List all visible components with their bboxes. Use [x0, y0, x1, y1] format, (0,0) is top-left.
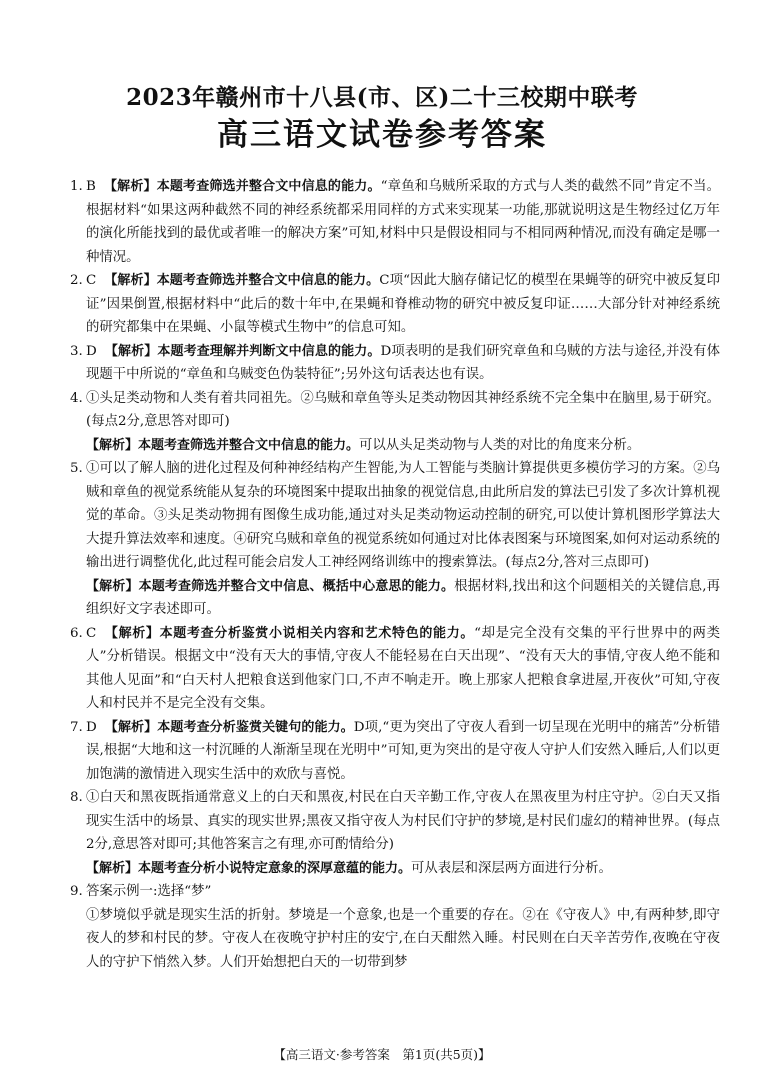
explanation-text: D项表明的是我们研究章鱼和乌贼的方法与途径,并没有体现题干中所说的“章鱼和乌贼变色伪装特征”;另外这句话表达也有误。: [86, 343, 720, 382]
item-number: 7.: [70, 719, 83, 735]
answer-item-2: [70, 269, 720, 340]
ability-focus: 本题考查理解并判断文中信息的能力。: [157, 343, 381, 359]
answer-item-3: [70, 340, 720, 387]
analysis-tag: 【解析】: [104, 273, 157, 288]
item-number: 4.: [70, 390, 83, 406]
item-number: 1.: [70, 179, 83, 194]
answer-text: 答案示例一:选择“梦”: [86, 884, 212, 899]
ability-focus: 本题考查分析鉴赏关键句的能力。: [157, 719, 354, 735]
ability-focus: 本题考查筛选并整合文中信息、概括中心意思的能力。: [138, 578, 455, 594]
page-footer: 【高三语文·参考答案 第1页(共5页)】: [273, 1047, 491, 1062]
answer-item-7: [70, 716, 720, 787]
item-number: 5.: [70, 461, 83, 476]
ability-focus: 本题考查筛选并整合文中信息的能力。: [156, 179, 381, 194]
exam-title: 2023年赣州市十八县(市、区)二十三校期中联考: [126, 84, 638, 111]
analysis-tag: 【解析】: [104, 625, 160, 641]
answer-item-5: [70, 457, 720, 575]
answer-example-9: ①梦境似乎就是现实生活的折射。梦境是一个意象,也是一个重要的存在。②在《守夜人》中,有两种梦,即守夜人的梦和村民的梦。守夜人在夜晚守护村庄的安宁,在白天酣然入睡。村民则在白天辛苦劳作,夜晚在守夜人的守护下悄然入梦。人们开始想把白天的一切带到梦: [86, 907, 720, 970]
analysis-text: 可以从头足类动物与人类的对比的角度来分析。: [359, 437, 641, 453]
analysis-note-5: [70, 575, 720, 622]
answer-item-4: [70, 387, 720, 434]
item-number: 3.: [70, 343, 83, 359]
ability-focus: 本题考查分析鉴赏小说相关内容和艺术特色的能力。: [159, 625, 475, 641]
analysis-text: 根据材料,找出和这个问题相关的关键信息,再组织好文字表述即可。: [86, 578, 720, 617]
analysis-tag: 【解析】: [104, 719, 158, 735]
answer-list: [70, 175, 720, 974]
analysis-tag: 【解析】: [86, 860, 139, 876]
ability-focus: 本题考查筛选并整合文中信息的能力。: [138, 437, 360, 453]
analysis-tag: 【解析】: [86, 578, 139, 594]
item-number: 8.: [70, 790, 83, 805]
answer-choice: B: [86, 179, 96, 194]
answer-key-title: 高三语文试卷参考答案: [217, 117, 547, 153]
explanation-text: “章鱼和乌贼所采取的方式与人类的截然不同”肯定不当。根据材料“如果这两种截然不同的神经系统都采用同样的方式来实现某一功能,那就说明这是生物经过亿万年的演化所能找到的最优或者唯一的解决方案”可知,材料中只是假设相同与不相同两种情况,而没有确定是哪一种情况。: [86, 179, 720, 265]
answer-item-8: [70, 786, 720, 857]
ability-focus: 本题考查筛选并整合文中信息的能力。: [156, 273, 380, 288]
answer-text: ①可以了解人脑的进化过程及何种神经结构产生智能,为人工智能与类脑计算提供更多模仿学习的方案。②乌贼和章鱼的视觉系统能从复杂的环境图案中提取出抽象的视觉信息,由此所启发的算法已引发了多次计算机视觉的革命。③头足类动物拥有图像生成功能,通过对头足类动物运动控制的研究,可以使计算机图形学算法大大提升算法效率和速度。④研究乌贼和章鱼的视觉系统如何通过对比体表图案与环境图案,如何对运动系统的输出进行调整优化,此过程可能会启发人工神经网络训练中的搜索算法。(每点2分,答对三点即可): [86, 461, 720, 570]
analysis-text: 可从表层和深层两方面进行分析。: [411, 860, 612, 876]
answer-text: ①头足类动物和人类有着共同祖先。②乌贼和章鱼等头足类动物因其神经系统不完全集中在脑里,易于研究。(每点2分,意思答对即可): [86, 390, 720, 429]
explanation-text: “却是完全没有交集的平行世界中的两类人”分析错误。根据文中“没有天大的事情,守夜人不能轻易在白天出现”、“没有天大的事情,守夜人绝不能和其他人见面”和“白天村人把粮食送到他家门口,不声不响走开。晚上那家人把粮食拿进屋,开夜伙”可知,守夜人和村民并不是完全没有交集。: [86, 625, 720, 711]
answer-choice: C: [86, 273, 97, 288]
answer-choice: D: [86, 719, 97, 735]
ability-focus: 本题考查分析小说特定意象的深厚意蕴的能力。: [138, 860, 412, 876]
analysis-note-8: [70, 857, 720, 881]
item-number: 6.: [70, 625, 83, 641]
explanation-text: D项,“更为突出了守夜人看到一切呈现在光明中的痛苦”分析错误,根据“大地和这一村沉睡的人渐渐呈现在光明中”可知,更为突出的是守夜人守护人们安然入睡后,人们以更加饱满的激情进入现实生活中的欢欣与喜悦。: [86, 719, 720, 782]
explanation-text: C项“因此大脑存储记忆的模型在果蝇等的研究中被反复印证”因果倒置,根据材料中“此后的数十年中,在果蝇和脊椎动物的研究中被反复印证……大部分针对神经系统的研究都集中在果蝇、小鼠等模式生物中”的信息可知。: [86, 273, 720, 335]
analysis-note-4: [70, 434, 720, 458]
analysis-tag: 【解析】: [104, 343, 158, 359]
answer-text: ①白天和黑夜既指通常意义上的白天和黑夜,村民在白天辛勤工作,守夜人在黑夜里为村庄守护。②白天又指现实生活中的场景、真实的现实世界;黑夜又指守夜人为村民们守护的梦境,是村民们虚幻的精神世界。(每点2分,意思答对即可;其他答案言之有理,亦可酌情给分): [86, 790, 720, 852]
answer-item-9: [70, 880, 720, 904]
answer-item-1: [70, 175, 720, 269]
item-number: 2.: [70, 273, 83, 288]
item-number: 9.: [70, 884, 83, 899]
answer-choice: C: [86, 625, 97, 641]
analysis-tag: 【解析】: [103, 179, 157, 194]
answer-item-6: [70, 622, 720, 716]
answer-choice: D: [86, 343, 97, 359]
analysis-tag: 【解析】: [86, 437, 139, 453]
